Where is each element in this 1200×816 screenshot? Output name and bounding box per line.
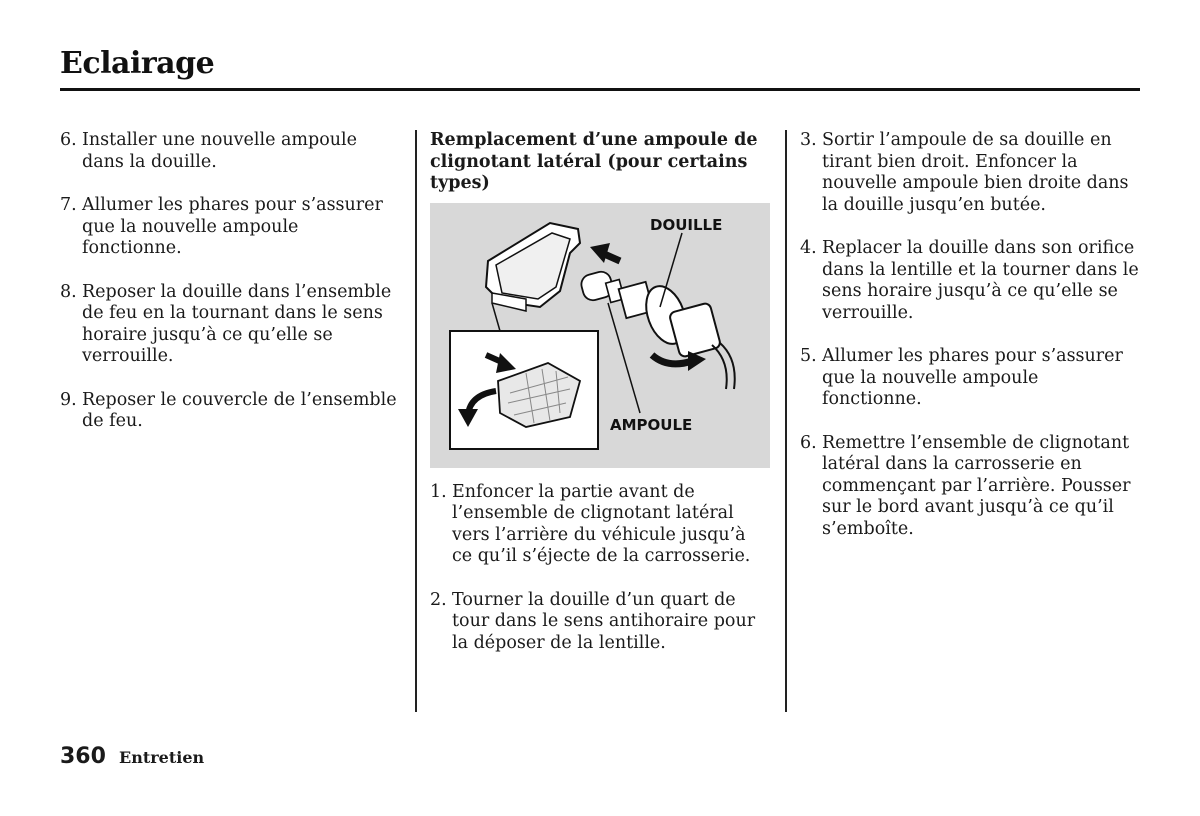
step-item	[60, 390, 402, 433]
steps-list-right	[800, 130, 1142, 540]
step-item	[60, 130, 402, 173]
bulb-label: AMPOULE	[610, 415, 693, 434]
step-text: Installer une nouvelle ampoule dans la douille.	[82, 130, 357, 172]
step-text: Remettre l’ensemble de clignotant latéral dans la carrosserie en commençant par l’arrière. Pousser sur le bord avant jusqu’à ce qu’il s’emboîte.	[822, 432, 1131, 539]
page-number: 360	[60, 744, 106, 769]
steps-list-middle	[430, 482, 770, 655]
column-left	[60, 130, 402, 455]
page-title: Eclairage	[60, 46, 215, 81]
column-divider-right	[785, 130, 787, 712]
section-name: Entretien	[119, 748, 205, 767]
step-item	[430, 590, 770, 655]
step-number: 5.	[800, 346, 817, 366]
socket-label: DOUILLE	[650, 215, 723, 234]
step-number: 4.	[800, 238, 817, 258]
section-heading: Remplacement d’une ampoule de clignotant latéral (pour certains types)	[430, 130, 758, 193]
step-number: 3.	[800, 130, 817, 150]
page-footer	[60, 744, 204, 769]
step-item	[60, 282, 402, 368]
socket-body	[669, 302, 721, 357]
step-number: 9.	[60, 389, 77, 410]
step-item	[800, 346, 1142, 411]
illustration-drawing	[430, 203, 770, 468]
step-text: Allumer les phares pour s’assurer que la nouvelle ampoule fonctionne.	[82, 195, 383, 258]
socket-wire	[712, 345, 727, 389]
column-divider-left	[415, 130, 417, 712]
step-text: Enfoncer la partie avant de l’ensemble de clignotant latéral vers l’arrière du véhicule jusqu’à ce qu’il s’éjecte de la carrosserie.	[452, 481, 751, 566]
step-number: 6.	[800, 432, 817, 453]
push-arrowhead	[590, 243, 610, 263]
step-text: Tourner la douille d’un quart de tour dans le sens antihoraire pour la déposer de la lentille.	[452, 589, 756, 653]
title-divider	[60, 88, 1140, 91]
step-number: 8.	[60, 281, 77, 302]
steps-list-left	[60, 130, 402, 433]
step-item	[800, 433, 1142, 541]
step-text: Sortir l’ampoule de sa douille en tirant bien droit. Enfoncer la nouvelle ampoule bien droite dans la douille jusqu’en butée.	[822, 130, 1129, 215]
step-text: Replacer la douille dans son orifice dans la lentille et la tourner dans le sens horaire jusqu’à ce qu’elle se verrouille.	[822, 238, 1139, 323]
step-number: 6.	[60, 130, 77, 150]
step-text: Allumer les phares pour s’assurer que la nouvelle ampoule fonctionne.	[822, 346, 1123, 409]
column-middle	[430, 130, 770, 676]
step-number: 7.	[60, 195, 77, 215]
step-number: 1.	[430, 481, 447, 502]
step-item	[800, 238, 1142, 324]
step-item	[60, 195, 402, 260]
step-text: Reposer la douille dans l’ensemble de feu en la tournant dans le sens horaire jusqu’à ce qu’elle se verrouille.	[82, 281, 392, 366]
step-number: 2.	[430, 589, 447, 610]
step-text: Reposer le couvercle de l’ensemble de feu.	[82, 389, 397, 431]
step-item	[430, 482, 770, 568]
leader-line-bulb	[608, 303, 640, 413]
step-item	[800, 130, 1142, 216]
column-right	[800, 130, 1142, 562]
bulb-replacement-illustration	[430, 203, 770, 468]
inset-leader	[492, 303, 500, 331]
